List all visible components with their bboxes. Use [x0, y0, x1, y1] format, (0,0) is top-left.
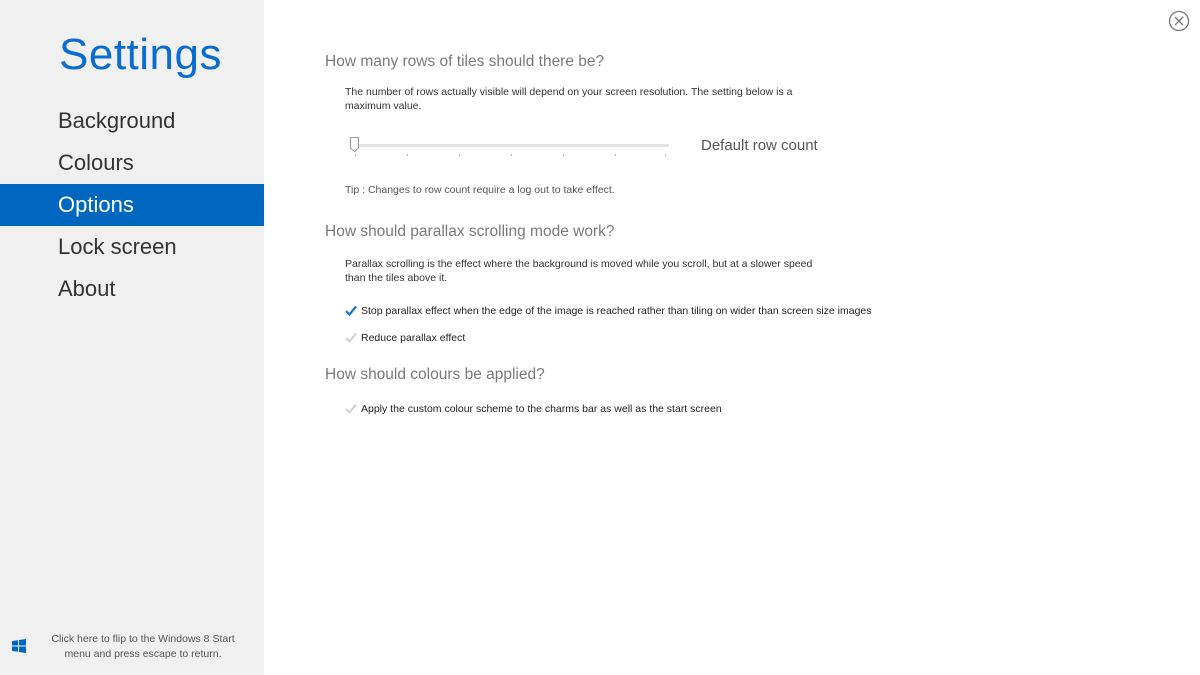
- stop-parallax-label: Stop parallax effect when the edge of the image is reached rather than tiling on wider than screen size images: [361, 305, 872, 317]
- parallax-section-description: Parallax scrolling is the effect where the background is moved while you scroll, but at a slower speed than the tiles above it.: [345, 258, 813, 284]
- sidebar-item-lock-screen[interactable]: Lock screen: [58, 234, 177, 259]
- parallax-section-title: How should parallax scrolling mode work?: [325, 223, 615, 240]
- slider-tick: [407, 154, 408, 156]
- slider-tick: [511, 154, 512, 156]
- sidebar-title: Settings: [59, 30, 222, 79]
- slider-tick: [459, 154, 460, 156]
- sidebar-item-about[interactable]: About: [58, 276, 116, 301]
- slider-track: [353, 144, 669, 147]
- apply-colour-charms-label: Apply the custom colour scheme to the charms bar as well as the start screen: [361, 403, 722, 415]
- flip-to-start-button[interactable]: [0, 628, 264, 668]
- sidebar-item-options[interactable]: Options: [0, 184, 264, 226]
- slider-tick: [615, 154, 616, 156]
- rows-section-title: How many rows of tiles should there be?: [325, 53, 605, 70]
- flip-to-start-text: Click here to flip to the Windows 8 Start menu and press escape to return.: [51, 633, 235, 660]
- rows-section-description: The number of rows actually visible will depend on your screen resolution. The setting below is a maximum value.: [345, 86, 793, 112]
- row-count-value: Default row count: [701, 137, 818, 154]
- close-icon[interactable]: [1168, 10, 1190, 32]
- row-count-slider[interactable]: [345, 136, 675, 160]
- sidebar-nav: [0, 100, 264, 310]
- sidebar-item-colours[interactable]: Colours: [58, 150, 134, 175]
- checkmark-icon: [345, 332, 357, 343]
- colours-section-title: How should colours be applied?: [325, 366, 545, 383]
- checkmark-icon: [345, 403, 357, 414]
- slider-tick: [563, 154, 564, 156]
- checkmark-icon: [345, 305, 357, 316]
- row-count-tip: Tip : Changes to row count require a log out to take effect.: [345, 184, 615, 196]
- sidebar: [0, 0, 264, 675]
- sidebar-item-background[interactable]: Background: [58, 108, 176, 133]
- reduce-parallax-label: Reduce parallax effect: [361, 332, 466, 344]
- windows-logo-icon: [12, 639, 26, 653]
- slider-tick: [355, 154, 356, 156]
- slider-tick: [665, 154, 666, 156]
- slider-thumb[interactable]: [350, 137, 359, 152]
